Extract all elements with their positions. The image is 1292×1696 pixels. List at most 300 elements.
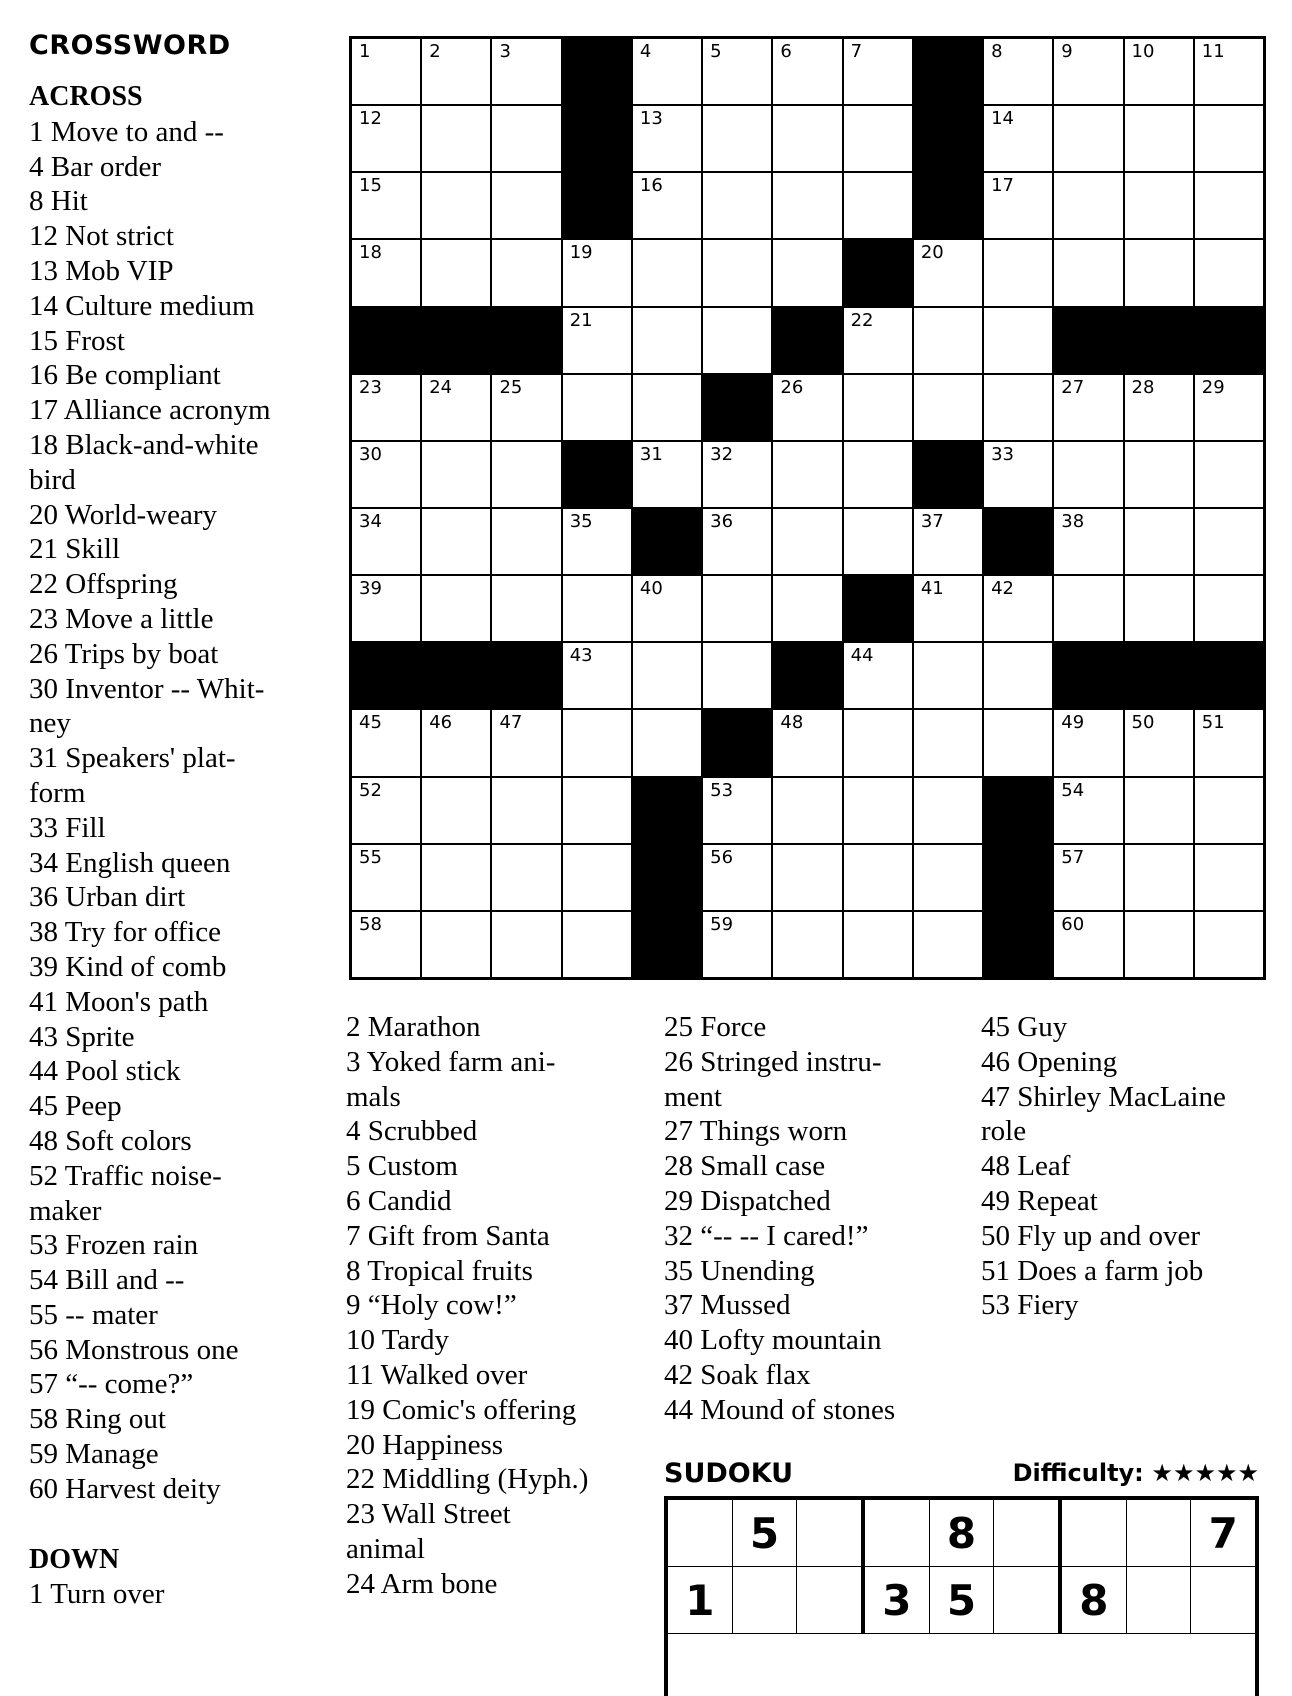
- sudoku-cell[interactable]: [797, 1567, 865, 1633]
- clue-line: 7 Gift from Santa: [346, 1219, 550, 1252]
- grid-cell[interactable]: [492, 509, 560, 574]
- sudoku-cell[interactable]: [733, 1567, 798, 1633]
- clue-line: form: [29, 776, 86, 809]
- grid-cell[interactable]: [563, 912, 631, 977]
- grid-cell[interactable]: [563, 778, 631, 843]
- grid-cell[interactable]: [844, 509, 912, 574]
- grid-cell[interactable]: [492, 173, 560, 238]
- grid-cell[interactable]: [844, 778, 912, 843]
- clue-number: 56: [710, 846, 734, 868]
- clue-line: 29 Dispatched: [664, 1184, 831, 1217]
- clue-line: 26 Trips by boat: [29, 637, 219, 670]
- grid-cell[interactable]: [1195, 576, 1263, 641]
- grid-cell[interactable]: [633, 710, 701, 775]
- grid-cell[interactable]: [703, 106, 771, 171]
- black-square: [844, 576, 912, 641]
- clue-line: 51 Does a farm job: [981, 1254, 1204, 1287]
- grid-cell[interactable]: [1125, 375, 1193, 440]
- clue-number: 37: [920, 511, 944, 532]
- clue-line: 4 Scrubbed: [346, 1115, 478, 1148]
- grid-cell[interactable]: [422, 710, 490, 775]
- grid-cell[interactable]: [703, 173, 771, 238]
- grid-cell[interactable]: [492, 576, 560, 641]
- black-square: [914, 442, 982, 507]
- grid-cell[interactable]: [1054, 509, 1122, 574]
- clue-line: ney: [29, 707, 71, 740]
- grid-cell[interactable]: [352, 845, 420, 910]
- grid-cell[interactable]: [844, 710, 912, 775]
- down-clues-column-3: [664, 1010, 895, 1428]
- sudoku-cell[interactable]: [865, 1500, 930, 1566]
- grid-cell[interactable]: [492, 845, 560, 910]
- grid-cell[interactable]: [633, 375, 701, 440]
- grid-cell[interactable]: [773, 509, 841, 574]
- grid-cell[interactable]: [844, 173, 912, 238]
- black-square: [984, 912, 1052, 977]
- sudoku-cell[interactable]: [1062, 1500, 1127, 1566]
- black-square: [1054, 643, 1122, 708]
- grid-cell[interactable]: [563, 308, 631, 373]
- clue-number: 48: [780, 712, 804, 734]
- clue-number: 35: [569, 511, 593, 532]
- sudoku-cell[interactable]: 1: [668, 1567, 733, 1633]
- grid-cell[interactable]: [492, 375, 560, 440]
- grid-cell[interactable]: [633, 106, 701, 171]
- grid-cell[interactable]: [844, 39, 912, 104]
- grid-cell[interactable]: [984, 576, 1052, 641]
- grid-cell[interactable]: [492, 240, 560, 305]
- grid-cell[interactable]: [914, 240, 982, 305]
- clue-line: 10 Tardy: [346, 1324, 449, 1357]
- sudoku-row: [668, 1500, 1255, 1567]
- grid-cell[interactable]: [984, 308, 1052, 373]
- grid-cell[interactable]: [703, 308, 771, 373]
- sudoku-grid: [664, 1496, 1259, 1696]
- clue-line: role: [981, 1115, 1027, 1148]
- grid-cell[interactable]: [422, 173, 490, 238]
- down-clue-list-1: [29, 1577, 271, 1612]
- grid-cell[interactable]: [703, 39, 771, 104]
- grid-cell[interactable]: [352, 375, 420, 440]
- clue-line: 1 Move to and --: [29, 115, 224, 148]
- clue-number: 59: [710, 913, 734, 935]
- clue-number: 25: [499, 376, 523, 398]
- grid-cell[interactable]: [773, 240, 841, 305]
- grid-cell[interactable]: [914, 710, 982, 775]
- clue-line: 46 Opening: [981, 1045, 1118, 1078]
- black-square: [1054, 308, 1122, 373]
- grid-cell[interactable]: [563, 643, 631, 708]
- clue-line: 48 Leaf: [981, 1150, 1071, 1183]
- clue-line: 31 Speakers' plat-: [29, 742, 236, 775]
- grid-cell[interactable]: [1195, 375, 1263, 440]
- clue-number: 58: [359, 913, 382, 935]
- grid-cell[interactable]: [1125, 509, 1193, 574]
- grid-cell[interactable]: [1125, 845, 1193, 910]
- grid-cell[interactable]: [492, 39, 560, 104]
- grid-cell[interactable]: [352, 106, 420, 171]
- grid-cell[interactable]: [1054, 173, 1122, 238]
- clue-number: 19: [569, 242, 593, 264]
- clue-line: 22 Offspring: [29, 568, 178, 601]
- grid-cell[interactable]: [422, 912, 490, 977]
- grid-cell[interactable]: [1125, 576, 1193, 641]
- grid-cell[interactable]: [352, 442, 420, 507]
- clue-line: 8 Tropical fruits: [346, 1254, 533, 1287]
- grid-cell[interactable]: [1195, 39, 1263, 104]
- clue-line: 54 Bill and --: [29, 1264, 185, 1297]
- clue-number: 10: [1131, 41, 1155, 62]
- grid-cell[interactable]: [914, 576, 982, 641]
- clue-number: 52: [359, 779, 382, 801]
- crossword-title: CROSSWORD: [29, 30, 231, 61]
- grid-cell[interactable]: [422, 778, 490, 843]
- clue-line: 53 Frozen rain: [29, 1229, 199, 1262]
- grid-cell[interactable]: [703, 576, 771, 641]
- clue-line: 27 Things worn: [664, 1115, 848, 1148]
- grid-cell[interactable]: [633, 173, 701, 238]
- clue-line: 14 Culture medium: [29, 289, 255, 322]
- black-square: [984, 509, 1052, 574]
- clue-line: 59 Manage: [29, 1438, 159, 1471]
- sudoku-cell[interactable]: [668, 1500, 733, 1566]
- grid-cell[interactable]: [1195, 912, 1263, 977]
- clue-number: 23: [359, 376, 382, 398]
- black-square: [1125, 308, 1193, 373]
- grid-cell[interactable]: [1195, 778, 1263, 843]
- grid-cell[interactable]: [1125, 912, 1193, 977]
- grid-cell[interactable]: [844, 375, 912, 440]
- clue-line: 30 Inventor -- Whit-: [29, 672, 265, 705]
- black-square: [633, 509, 701, 574]
- clue-line: 60 Harvest deity: [29, 1472, 221, 1505]
- sudoku-cell[interactable]: [1127, 1567, 1192, 1633]
- clue-number: 34: [359, 511, 382, 532]
- across-clue-list: [29, 115, 271, 1507]
- grid-cell[interactable]: [773, 375, 841, 440]
- black-square: [352, 643, 420, 708]
- grid-cell[interactable]: [703, 912, 771, 977]
- sudoku-cell[interactable]: 5: [930, 1567, 995, 1633]
- clue-number: 40: [639, 578, 663, 600]
- grid-cell[interactable]: [352, 173, 420, 238]
- grid-cell[interactable]: [914, 509, 982, 574]
- clue-number: 5: [710, 41, 722, 62]
- grid-cell[interactable]: [703, 509, 771, 574]
- clue-number: 11: [1201, 41, 1225, 62]
- black-square: [984, 778, 1052, 843]
- grid-cell[interactable]: [633, 442, 701, 507]
- grid-cell[interactable]: [352, 576, 420, 641]
- grid-cell[interactable]: [352, 912, 420, 977]
- clue-number: 18: [359, 242, 382, 264]
- grid-cell[interactable]: [773, 845, 841, 910]
- grid-cell[interactable]: [914, 778, 982, 843]
- grid-cell[interactable]: [1054, 778, 1122, 843]
- grid-cell[interactable]: [352, 39, 420, 104]
- across-heading: ACROSS: [29, 81, 143, 112]
- grid-cell[interactable]: [422, 39, 490, 104]
- sudoku-row: [668, 1567, 1255, 1634]
- clue-number: 47: [499, 712, 523, 734]
- clue-line: 21 Skill: [29, 533, 121, 566]
- clue-line: 36 Urban dirt: [29, 881, 186, 914]
- grid-cell[interactable]: [703, 442, 771, 507]
- grid-cell[interactable]: [1195, 240, 1263, 305]
- clue-number: 30: [359, 443, 382, 465]
- clue-line: 44 Mound of stones: [664, 1393, 896, 1426]
- clue-line: 45 Peep: [29, 1090, 122, 1123]
- clue-line: 43 Sprite: [29, 1020, 135, 1053]
- grid-cell[interactable]: [422, 240, 490, 305]
- clue-line: 6 Candid: [346, 1184, 452, 1217]
- clue-number: 38: [1061, 511, 1085, 532]
- clue-line: 56 Monstrous one: [29, 1333, 239, 1366]
- across-clues-column: [29, 80, 271, 1612]
- grid-cell[interactable]: [422, 576, 490, 641]
- clue-number: 60: [1061, 913, 1085, 935]
- clue-line: 52 Traffic noise-: [29, 1159, 222, 1192]
- clue-line: 24 Arm bone: [346, 1567, 498, 1600]
- grid-cell[interactable]: [563, 509, 631, 574]
- grid-cell[interactable]: [1125, 39, 1193, 104]
- clue-number: 9: [1061, 41, 1073, 62]
- black-square: [352, 308, 420, 373]
- down-heading: DOWN: [29, 1543, 120, 1575]
- clue-line: 34 English queen: [29, 846, 231, 879]
- grid-cell[interactable]: [914, 308, 982, 373]
- grid-cell[interactable]: [844, 308, 912, 373]
- clue-number: 29: [1201, 376, 1225, 398]
- clue-line: 58 Ring out: [29, 1403, 166, 1436]
- clue-line: 49 Repeat: [981, 1184, 1098, 1217]
- clue-number: 16: [639, 175, 663, 197]
- grid-cell[interactable]: [773, 576, 841, 641]
- grid-cell[interactable]: [1195, 106, 1263, 171]
- clue-line: 57 “-- come?”: [29, 1368, 194, 1401]
- sudoku-cell[interactable]: [994, 1567, 1062, 1633]
- grid-cell[interactable]: [492, 106, 560, 171]
- clue-line: 20 World-weary: [29, 498, 217, 531]
- clue-line: 42 Soak flax: [664, 1358, 811, 1391]
- grid-cell[interactable]: [633, 240, 701, 305]
- clue-line: animal: [346, 1532, 425, 1565]
- grid-cell[interactable]: [914, 643, 982, 708]
- grid-cell[interactable]: [352, 778, 420, 843]
- clue-line: 50 Fly up and over: [981, 1219, 1201, 1252]
- grid-cell[interactable]: [703, 778, 771, 843]
- grid-cell[interactable]: [563, 375, 631, 440]
- grid-cell[interactable]: [422, 845, 490, 910]
- grid-cell[interactable]: [1195, 509, 1263, 574]
- clue-line: 37 Mussed: [664, 1289, 791, 1322]
- clue-number: 46: [429, 712, 453, 734]
- grid-cell[interactable]: [563, 576, 631, 641]
- black-square: [563, 39, 631, 104]
- grid-cell[interactable]: [1125, 106, 1193, 171]
- clue-number: 15: [359, 175, 382, 197]
- clue-number: 51: [1201, 712, 1225, 734]
- grid-cell[interactable]: [1125, 240, 1193, 305]
- grid-cell[interactable]: [1054, 576, 1122, 641]
- grid-cell[interactable]: [633, 39, 701, 104]
- sudoku-cell[interactable]: 8: [930, 1500, 995, 1566]
- grid-cell[interactable]: [1195, 845, 1263, 910]
- clue-number: 42: [991, 578, 1014, 600]
- grid-cell[interactable]: [773, 912, 841, 977]
- clue-line: 3 Yoked farm ani-: [346, 1045, 556, 1078]
- clue-number: 31: [639, 443, 663, 465]
- grid-cell[interactable]: [563, 845, 631, 910]
- clue-line: 23 Move a little: [29, 602, 214, 635]
- grid-cell[interactable]: [984, 710, 1052, 775]
- down-clues-column-4: [981, 1010, 1226, 1323]
- grid-cell[interactable]: [1195, 710, 1263, 775]
- clue-number: 24: [429, 376, 453, 398]
- grid-cell[interactable]: [984, 442, 1052, 507]
- black-square: [773, 308, 841, 373]
- clue-line: 23 Wall Street: [346, 1498, 511, 1531]
- clue-number: 4: [639, 41, 652, 62]
- grid-cell[interactable]: [773, 442, 841, 507]
- clue-line: 17 Alliance acronym: [29, 394, 271, 427]
- grid-cell[interactable]: [984, 39, 1052, 104]
- grid-cell[interactable]: [1125, 710, 1193, 775]
- sudoku-cell[interactable]: 7: [1208, 1508, 1238, 1558]
- black-square: [633, 845, 701, 910]
- grid-cell[interactable]: [352, 710, 420, 775]
- grid-cell[interactable]: [914, 845, 982, 910]
- clue-line: bird: [29, 463, 76, 496]
- grid-cell[interactable]: [352, 509, 420, 574]
- grid-cell[interactable]: [773, 39, 841, 104]
- grid-cell[interactable]: [773, 710, 841, 775]
- sudoku-cell[interactable]: [1191, 1567, 1255, 1633]
- grid-cell[interactable]: [492, 912, 560, 977]
- clue-line: 48 Soft colors: [29, 1124, 192, 1157]
- sudoku-cell[interactable]: [797, 1500, 865, 1566]
- black-square: [422, 308, 490, 373]
- grid-cell[interactable]: [703, 643, 771, 708]
- grid-cell[interactable]: [422, 442, 490, 507]
- sudoku-cell[interactable]: 8: [1062, 1567, 1127, 1633]
- grid-cell[interactable]: [422, 375, 490, 440]
- grid-cell[interactable]: [1125, 173, 1193, 238]
- grid-cell[interactable]: [914, 912, 982, 977]
- black-square: [422, 643, 490, 708]
- difficulty-rating: [1013, 1461, 1259, 1485]
- sudoku-title: SUDOKU: [664, 1458, 794, 1489]
- grid-cell[interactable]: [633, 643, 701, 708]
- grid-cell[interactable]: [1125, 442, 1193, 507]
- grid-cell[interactable]: [422, 509, 490, 574]
- grid-cell[interactable]: [492, 710, 560, 775]
- down-clues-column-2: [346, 1010, 588, 1602]
- grid-cell[interactable]: [844, 442, 912, 507]
- grid-cell[interactable]: [914, 375, 982, 440]
- sudoku-cell[interactable]: 5: [733, 1500, 798, 1566]
- clue-number: 49: [1061, 712, 1085, 734]
- black-square: [563, 442, 631, 507]
- grid-cell[interactable]: [1195, 173, 1263, 238]
- grid-cell[interactable]: [773, 173, 841, 238]
- clue-line: 13 Mob VIP: [29, 254, 174, 287]
- clue-number: 1: [359, 41, 371, 62]
- grid-cell[interactable]: [352, 240, 420, 305]
- grid-cell[interactable]: [492, 778, 560, 843]
- grid-cell[interactable]: [1054, 106, 1122, 171]
- grid-cell[interactable]: [984, 173, 1052, 238]
- grid-cell[interactable]: [1195, 442, 1263, 507]
- grid-cell[interactable]: [844, 845, 912, 910]
- grid-cell[interactable]: [563, 240, 631, 305]
- clue-line: ment: [664, 1080, 722, 1113]
- clue-number: 8: [991, 41, 1003, 62]
- black-square: [914, 39, 982, 104]
- black-square: [1195, 643, 1263, 708]
- sudoku-cell[interactable]: [1127, 1500, 1192, 1566]
- clue-line: 39 Kind of comb: [29, 950, 227, 983]
- clue-line: 47 Shirley MacLaine: [981, 1080, 1226, 1113]
- grid-cell[interactable]: [844, 912, 912, 977]
- grid-cell[interactable]: [422, 106, 490, 171]
- clue-number: 50: [1131, 712, 1155, 734]
- sudoku-cell[interactable]: 3: [865, 1567, 930, 1633]
- clue-line: 26 Stringed instru-: [664, 1045, 882, 1078]
- grid-cell[interactable]: [984, 240, 1052, 305]
- black-square: [844, 240, 912, 305]
- black-square: [633, 912, 701, 977]
- black-square: [563, 106, 631, 171]
- clue-line: 25 Force: [664, 1011, 767, 1043]
- clue-number: 55: [359, 846, 382, 868]
- grid-cell[interactable]: [1054, 912, 1122, 977]
- black-square: [1195, 308, 1263, 373]
- clue-line: 28 Small case: [664, 1150, 826, 1183]
- clue-number: 14: [991, 108, 1014, 130]
- grid-cell[interactable]: [633, 308, 701, 373]
- grid-cell[interactable]: [703, 240, 771, 305]
- sudoku-cell[interactable]: [994, 1500, 1062, 1566]
- clue-number: 3: [499, 41, 511, 62]
- grid-cell[interactable]: [773, 106, 841, 171]
- clue-number: 39: [359, 578, 382, 600]
- grid-cell[interactable]: [492, 442, 560, 507]
- clue-number: 22: [850, 309, 874, 331]
- grid-cell[interactable]: [984, 375, 1052, 440]
- grid-cell[interactable]: [984, 106, 1052, 171]
- clue-line: 45 Guy: [981, 1011, 1068, 1043]
- grid-cell[interactable]: [1054, 375, 1122, 440]
- grid-cell[interactable]: [1054, 845, 1122, 910]
- grid-cell[interactable]: [1054, 240, 1122, 305]
- black-square: [773, 643, 841, 708]
- grid-cell[interactable]: [563, 710, 631, 775]
- grid-cell[interactable]: [703, 845, 771, 910]
- black-square: [633, 778, 701, 843]
- grid-cell[interactable]: [984, 643, 1052, 708]
- grid-cell[interactable]: [844, 643, 912, 708]
- grid-cell[interactable]: [1054, 39, 1122, 104]
- clue-line: 15 Frost: [29, 324, 125, 357]
- grid-cell[interactable]: [1054, 710, 1122, 775]
- grid-cell[interactable]: [1125, 778, 1193, 843]
- grid-cell[interactable]: [1054, 442, 1122, 507]
- grid-cell[interactable]: [844, 106, 912, 171]
- grid-cell[interactable]: [773, 778, 841, 843]
- grid-cell[interactable]: [633, 576, 701, 641]
- clue-number: 28: [1131, 376, 1155, 398]
